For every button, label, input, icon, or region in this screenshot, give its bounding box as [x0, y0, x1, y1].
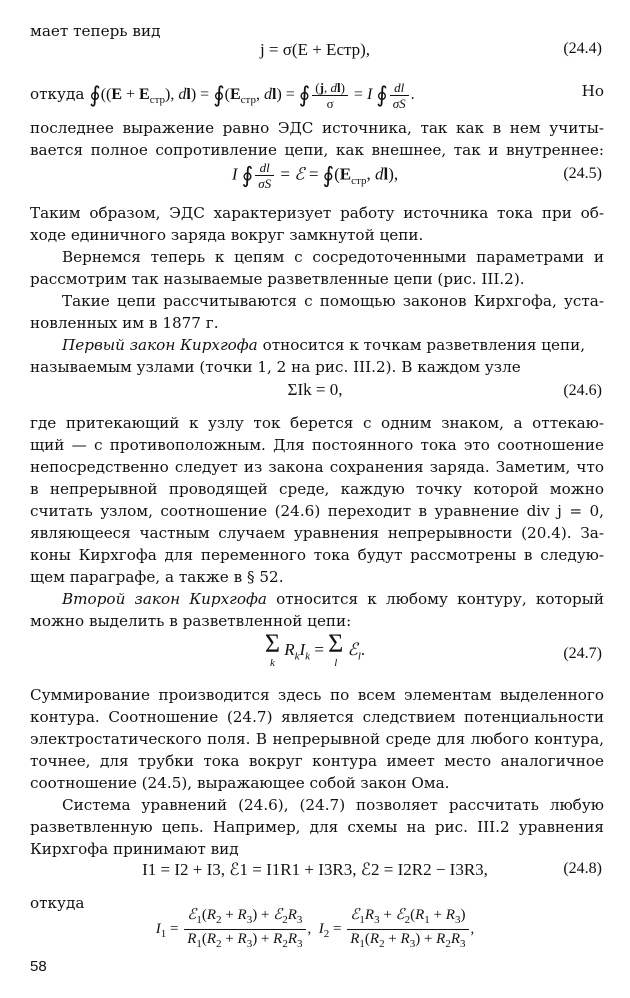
text-line: последнее выражение равно ЭДС источника, так как в нем учиты-: [30, 119, 604, 137]
text-line: контура. Соотношение (24.7) является следствием потенциальности: [30, 708, 604, 726]
equation-24-4: j = σ(E + Eстр),: [259, 40, 371, 59]
equation-24-7: Σ k $R_kI_k$ = Σ l ℰ$_l$.: [264, 629, 366, 669]
text-line: называемым узлами (точки 1, 2 на рис. III.2). В каждом узле: [30, 358, 521, 376]
text-line: рассмотрим так называемые разветвленные цепи (рис. III.2).: [30, 270, 525, 288]
equation-24-6: ΣIk = 0,: [287, 380, 343, 399]
text-line: Первый закон Кирхгофа относится к точкам разветвления цепи,: [62, 336, 586, 354]
text-line: являющееся частным случаем уравнения непрерывности (20.4). За-: [30, 524, 604, 542]
text-line: Таким образом, ЭДС характеризует работу источника тока при об-: [30, 204, 604, 222]
equation-24-8: I1 = I2 + I3, ℰ1 = I1R1 + I3R3, ℰ2 = I2R2 − I3R3,: [142, 860, 488, 879]
text-line: Вернемся теперь к цепям с сосредоточенными параметрами и: [62, 248, 604, 266]
text-line: где притекающий к узлу ток берется с одним знаком, а оттекаю-: [30, 414, 604, 432]
equation-number: (24.8): [563, 860, 602, 877]
text-line: щий — с противоположным. Для постоянного тока это соотношение: [30, 436, 604, 454]
equation-number: (24.5): [563, 165, 602, 182]
integral-expression: ∮((E + $E_{стр}$), $dl) = ∮(E_{стр}$, dl) = ∮ $\frac{(j, dl)}{\sigma}$ = I ∮ $\frac{dl}{\sigma S}$ .: [89, 80, 415, 111]
text-line: электростатического поля. В непрерывной среде для любого контура,: [30, 730, 604, 748]
page-number: 58: [30, 958, 47, 975]
text-line: Такие цепи рассчитываются с помощью законов Кирхгофа, уста-: [62, 292, 604, 310]
equation-number: (24.6): [563, 382, 602, 399]
equation-24-9-currents: $I_1$ = $\frac{ℰ_1(R_2 + R_3) + ℰ_2R_3}{R_1(R_2 + R_3) + R_2R_3}$ , $I_2$ = $\frac{ℰ_1R_3 + ℰ_2(R_1 + R_3)}{R_1(R_2 + R_3) + R_2R_3}$ ,: [155, 907, 475, 950]
text-line: мает теперь вид: [30, 22, 161, 40]
text-line: откуда ∮((E + $E_{стр}$), $dl) = ∮(E_{стр}$, dl) = ∮ $\frac{(j, dl)}{\sigma}$ = I ∮ $\frac{dl}{\sigma S}$ . Но: [30, 80, 604, 111]
text-line: считать узлом, соотношение (24.6) переходит в уравнение div j = 0,: [30, 502, 604, 520]
text-line: ходе единичного заряда вокруг замкнутой цепи.: [30, 226, 424, 244]
text-line: соотношение (24.5), выражающее собой закон Ома.: [30, 774, 450, 792]
text-line: щем параграфе, а также в § 52.: [30, 568, 284, 586]
text-line: точнее, для трубки тока вокруг контура имеет место аналогичное: [30, 752, 604, 770]
text-line: разветвленную цепь. Например, для схемы на рис. III.2 уравнения: [30, 818, 604, 836]
text-line: в непрерывной проводящей среде, каждую точку которой можно: [30, 480, 604, 498]
text-line: коны Кирхгофа для переменного тока будут рассмотрены в следую-: [30, 546, 604, 564]
equation-number: (24.4): [563, 40, 602, 57]
text-line: Второй закон Кирхгофа относится к любому контуру, который: [62, 590, 604, 608]
text-line: непосредственно следует из закона сохранения заряда. Заметим, что: [30, 458, 604, 476]
text-line: новленных им в 1877 г.: [30, 314, 219, 332]
text-line: Система уравнений (24.6), (24.7) позволяет рассчитать любую: [62, 796, 604, 814]
text-line: вается полное сопротивление цепи, как внешнее, так и внутреннее:: [30, 141, 604, 159]
equation-24-5: I ∮ $\frac{dl}{\sigma S}$ = ℰ = $∮(E_{стр}$, dl),: [231, 160, 399, 191]
text-line: откуда: [30, 894, 85, 912]
text-line: можно выделить в разветвленной цепи:: [30, 612, 352, 630]
equation-number: (24.7): [563, 645, 602, 662]
text-line: Кирхгофа принимают вид: [30, 840, 239, 858]
text-line: Суммирование производится здесь по всем элементам выделенного: [30, 686, 604, 704]
